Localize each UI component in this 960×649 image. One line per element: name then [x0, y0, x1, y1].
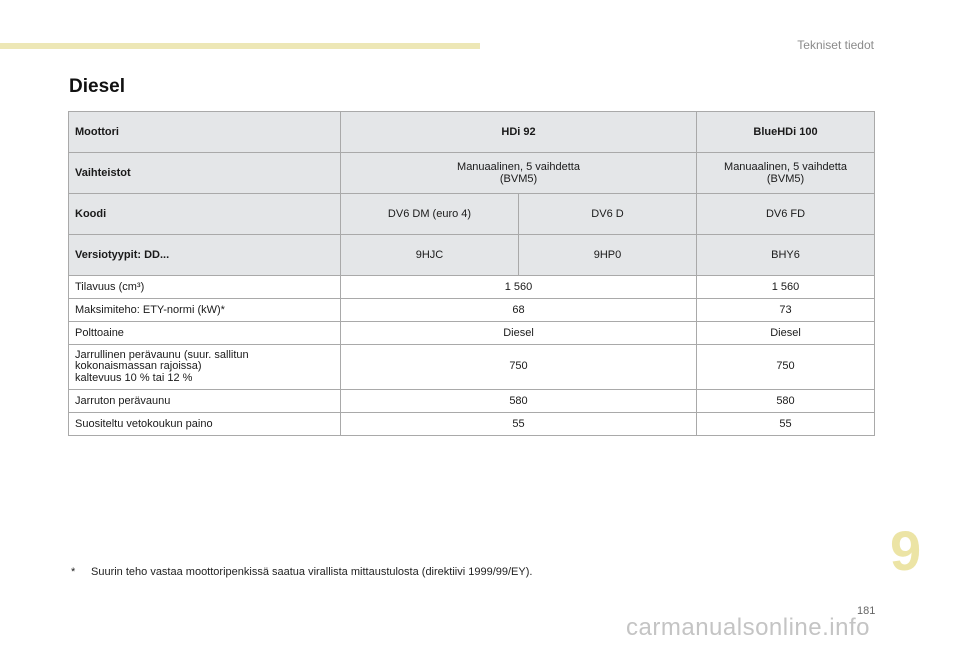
gearbox-bluehdi-line: (BVM5) — [766, 173, 805, 185]
row-hdi-value: 750 — [341, 345, 697, 390]
row-label-line: kokonaismassan rajoissa) — [75, 360, 202, 373]
version-value: BHY6 — [697, 235, 875, 276]
gearbox-row — [69, 153, 875, 194]
gearbox-bluehdi-line: Manuaalinen, 5 vaihdetta — [724, 161, 847, 173]
row-bluehdi-value: 55 — [697, 413, 875, 436]
row-hdi-value: 68 — [341, 299, 697, 322]
diesel-spec-table — [68, 111, 875, 436]
row-label-line: Jarrullinen perävaunu (suur. sallitun — [75, 348, 249, 361]
page-number: 181 — [857, 605, 876, 617]
versions-label: Versiotyypit: DD... — [69, 235, 341, 276]
row-label — [69, 345, 341, 390]
footnote-text: Suurin teho vastaa moottoripenkissä saatua virallista mittaustulosta (direktiivi 1999/99/EY). — [91, 566, 533, 578]
footnote — [71, 566, 532, 578]
watermark: carmanualsonline.info — [626, 614, 870, 641]
row-hdi-value: 580 — [341, 390, 697, 413]
engine-label: Moottori — [69, 112, 341, 153]
engine-row — [69, 112, 875, 153]
row-bluehdi-value: 1 560 — [697, 276, 875, 299]
row-bluehdi-value: Diesel — [697, 322, 875, 345]
gearbox-label: Vaihteistot — [69, 153, 341, 194]
row-label: Tilavuus (cm³) — [69, 276, 341, 299]
code-value: DV6 FD — [697, 194, 875, 235]
versions-row — [69, 235, 875, 276]
row-label: Jarruton perävaunu — [69, 390, 341, 413]
row-bluehdi-value: 750 — [697, 345, 875, 390]
chapter-number: 9 — [890, 519, 922, 582]
code-row — [69, 194, 875, 235]
row-label: Suositeltu vetokoukun paino — [69, 413, 341, 436]
footnote-marker: * — [71, 566, 76, 578]
gearbox-hdi-line: Manuaalinen, 5 vaihdetta — [457, 161, 580, 173]
row-label: Polttoaine — [69, 322, 341, 345]
row-label: Maksimiteho: ETY-normi (kW)* — [69, 299, 341, 322]
engine-hdi-92: HDi 92 — [341, 112, 697, 153]
table-row — [69, 345, 875, 390]
code-value: DV6 D — [519, 194, 697, 235]
row-bluehdi-value: 580 — [697, 390, 875, 413]
version-value: 9HJC — [341, 235, 519, 276]
code-label: Koodi — [69, 194, 341, 235]
table-row — [69, 322, 875, 345]
header-accent-bar — [0, 43, 480, 49]
section-title: Tekniset tiedot — [797, 38, 874, 52]
gearbox-bluehdi — [697, 153, 875, 194]
gearbox-hdi — [341, 153, 697, 194]
table-row — [69, 390, 875, 413]
row-hdi-value: 55 — [341, 413, 697, 436]
version-value: 9HP0 — [519, 235, 697, 276]
row-hdi-value: 1 560 — [341, 276, 697, 299]
table-row — [69, 413, 875, 436]
table-row — [69, 299, 875, 322]
engine-bluehdi-100: BlueHDi 100 — [697, 112, 875, 153]
row-bluehdi-value: 73 — [697, 299, 875, 322]
code-value: DV6 DM (euro 4) — [341, 194, 519, 235]
table-row — [69, 276, 875, 299]
row-hdi-value: Diesel — [341, 322, 697, 345]
page-heading: Diesel — [69, 76, 125, 97]
row-label-line: kaltevuus 10 % tai 12 % — [75, 371, 193, 384]
gearbox-hdi-line: (BVM5) — [499, 173, 538, 185]
